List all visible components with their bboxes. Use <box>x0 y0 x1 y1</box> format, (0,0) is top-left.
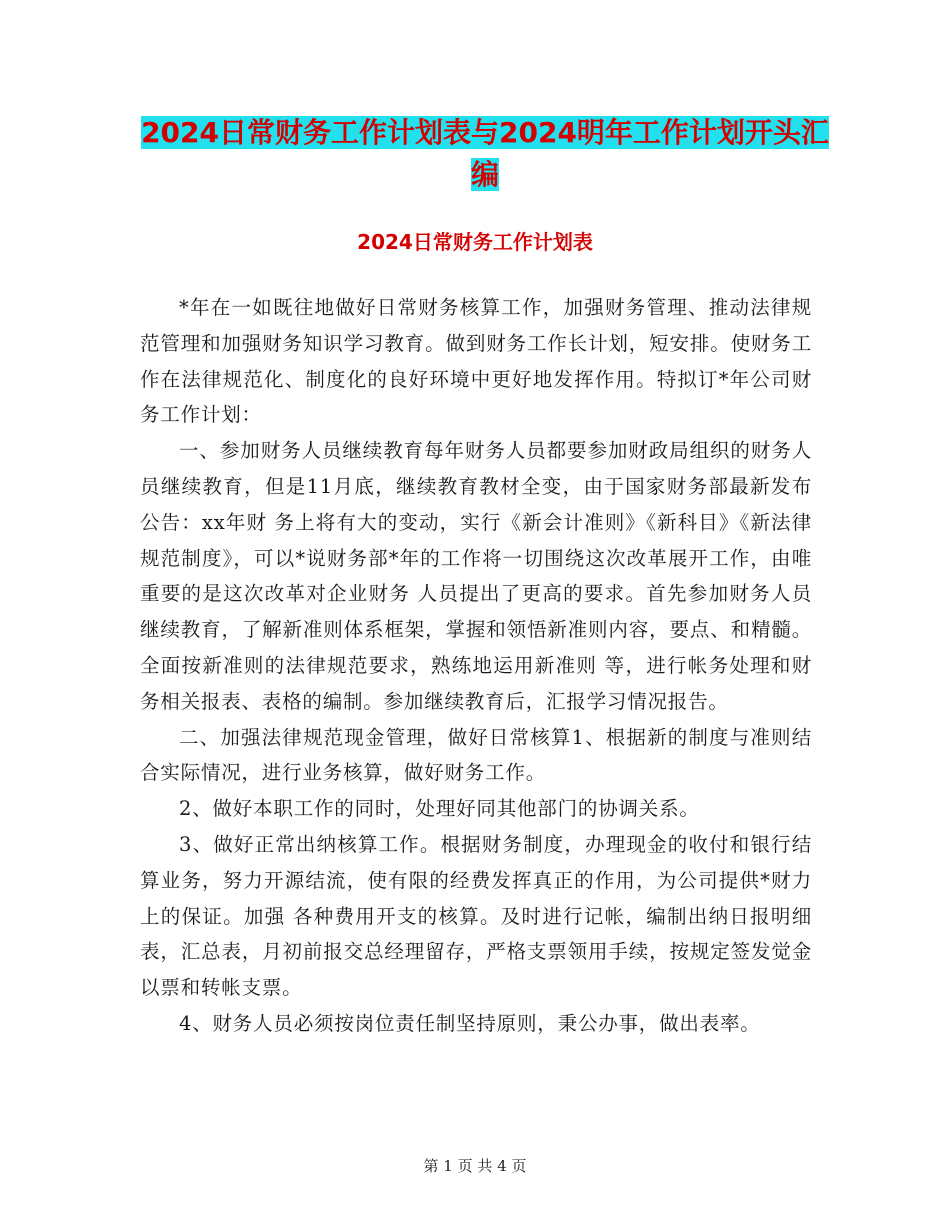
paragraph: 2、做好本职工作的同时，处理好同其他部门的协调关系。 <box>179 797 700 821</box>
section-title: 2024日常财务工作计划表 <box>357 230 593 254</box>
paragraph: 一、参加财务人员继续教育每年财务人员都要参加财政局组织的财务人员继续教育，但是11月底，继续教育教材全变，由于国家财务部最新发布公告：xx年财 务上将有大的变动，实行《新会计准则》《新科目》《新法律规范制度》，可以*说财务部*年的工作将一切围绕这次改革展开工作，由唯重要的是这次改革对企业财务 人员提出了更高的要求。首先参加财务人员继续教育，了解新准则体系框架，掌握和领悟新准则内容，要点、和精髓。全面按新准则的法律规范要求，熟练地运用新准则 等，进行帐务处理和财务相关报表、表格的编制。参加继续教育后，汇报学习情况报告。 <box>140 439 812 713</box>
paragraph: *年在一如既往地做好日常财务核算工作，加强财务管理、推动法律规范管理和加强财务知识学习教育。做到财务工作长计划，短安排。使财务工作在法律规范化、制度化的良好环境中更好地发挥作用。特拟订*年公司财务工作计划： <box>140 296 812 427</box>
title-line-2: 编 <box>470 158 499 191</box>
page-footer: 第 1 页 共 4 页 <box>423 1157 527 1175</box>
document-title <box>130 112 840 196</box>
body-text <box>140 290 812 1042</box>
paragraph: 3、做好正常出纳核算工作。根据财务制度，办理现金的收付和银行结算业务，努力开源结流，使有限的经费发挥真正的作用，为公司提供*财力上的保证。加强 各种费用开支的核算。及时进行记帐，编制出纳日报明细表，汇总表，月初前报交总经理留存，严格支票领用手续，按规定签发觉金以票和转帐支票。 <box>140 832 812 1000</box>
paragraph: 4、财务人员必须按岗位责任制坚持原则，秉公办事，做出表率。 <box>179 1011 761 1035</box>
title-line-1: 2024日常财务工作计划表与2024明年工作计划开头汇 <box>141 116 829 149</box>
paragraph: 二、加强法律规范现金管理，做好日常核算1、根据新的制度与准则结合实际情况，进行业务核算，做好财务工作。 <box>140 725 812 785</box>
